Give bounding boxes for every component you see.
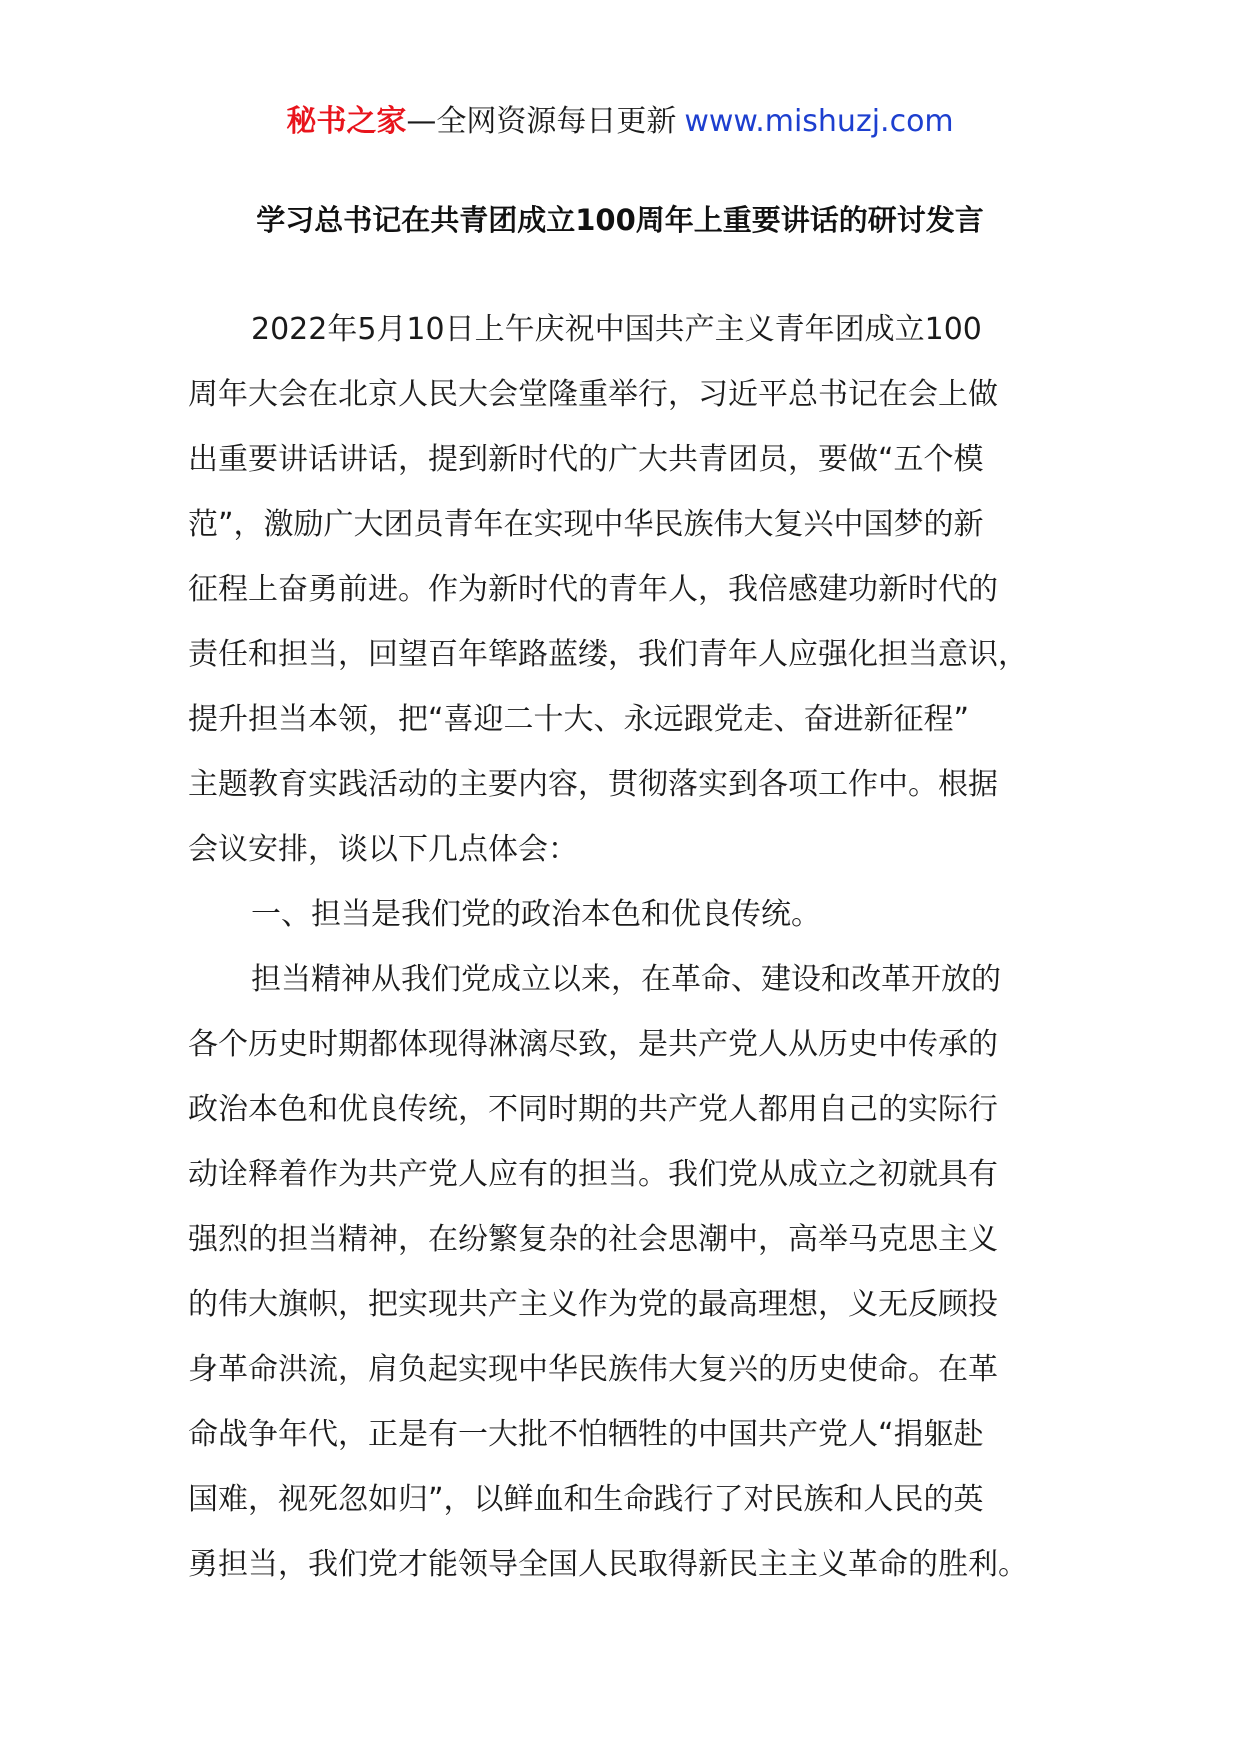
body-line: 命战争年代，正是有一大批不怕牺牲的中国共产党人“捐躯赴 bbox=[188, 1417, 984, 1452]
body-line: 的伟大旗帜，把实现共产主义作为党的最高理想，义无反顾投 bbox=[188, 1287, 998, 1322]
body-line: 强烈的担当精神，在纷繁复杂的社会思潮中，高举马克思主义 bbox=[188, 1222, 998, 1257]
site-brand: 秘书之家 bbox=[286, 104, 407, 139]
site-url-link[interactable]: www.mishuzj.com bbox=[684, 104, 954, 139]
body-line: 身革命洪流，肩负起实现中华民族伟大复兴的历史使命。在革 bbox=[188, 1352, 998, 1387]
body-line: 国难，视死忽如归”，以鲜血和生命践行了对民族和人民的英 bbox=[188, 1482, 984, 1517]
body-line: 提升担当本领，把“喜迎二十大、永远跟党走、奋进新征程” bbox=[188, 702, 970, 737]
document-body bbox=[188, 297, 1088, 1597]
body-line: 范”，激励广大团员青年在实现中华民族伟大复兴中国梦的新 bbox=[188, 507, 984, 542]
body-line: 政治本色和优良传统，不同时期的共产党人都用自己的实际行 bbox=[188, 1092, 998, 1127]
body-line: 主题教育实践活动的主要内容，贯彻落实到各项工作中。根据 bbox=[188, 767, 998, 802]
body-line: 各个历史时期都体现得淋漓尽致，是共产党人从历史中传承的 bbox=[188, 1027, 998, 1062]
body-line: 勇担当，我们党才能领导全国人民取得新民主主义革命的胜利。 bbox=[188, 1547, 1028, 1582]
body-line: 出重要讲话讲话，提到新时代的广大共青团员，要做“五个模 bbox=[188, 442, 984, 477]
site-header bbox=[0, 102, 1240, 142]
section-heading: 一、担当是我们党的政治本色和优良传统。 bbox=[251, 897, 821, 932]
body-line: 动诠释着作为共产党人应有的担当。我们党从成立之初就具有 bbox=[188, 1157, 998, 1192]
body-line: 会议安排，谈以下几点体会： bbox=[188, 832, 578, 867]
body-line: 征程上奋勇前进。作为新时代的青年人，我倍感建功新时代的 bbox=[188, 572, 998, 607]
site-tagline: —全网资源每日更新 bbox=[406, 104, 677, 139]
body-line: 责任和担当，回望百年筚路蓝缕，我们青年人应强化担当意识， bbox=[188, 637, 1028, 672]
body-line: 周年大会在北京人民大会堂隆重举行，习近平总书记在会上做 bbox=[188, 377, 998, 412]
body-line: 2022年5月10日上午庆祝中国共产主义青年团成立100 bbox=[251, 312, 982, 347]
document-title: 学习总书记在共青团成立100周年上重要讲话的研讨发言 bbox=[256, 203, 984, 237]
body-line: 担当精神从我们党成立以来，在革命、建设和改革开放的 bbox=[251, 962, 1001, 997]
